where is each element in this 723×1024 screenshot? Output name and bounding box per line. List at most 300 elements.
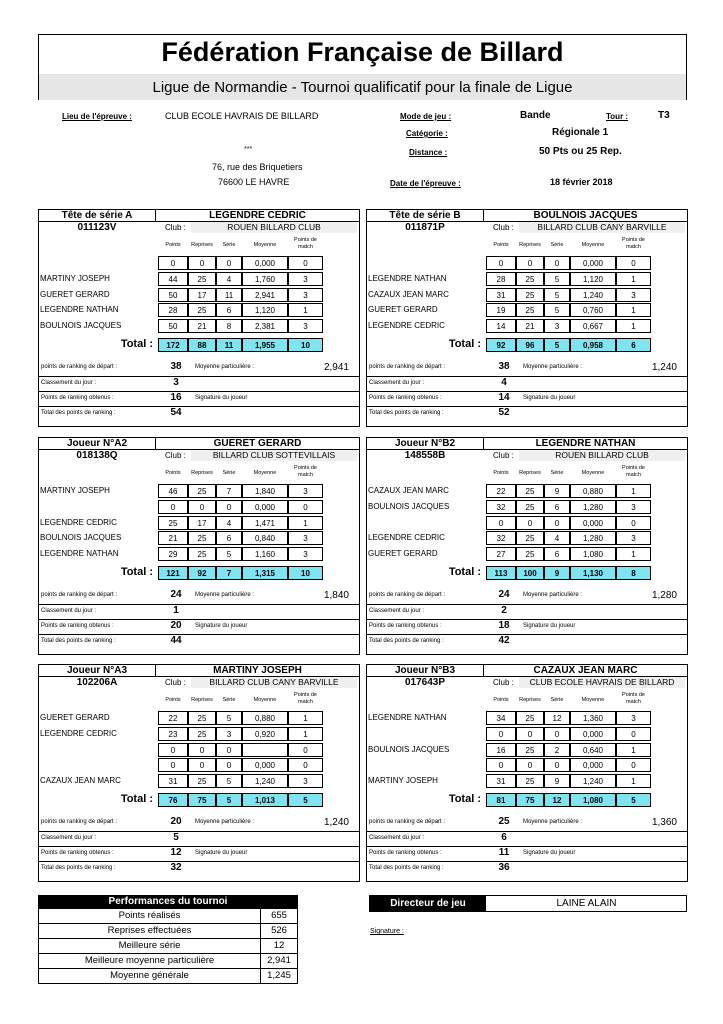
total-cell: 8 [616, 566, 651, 580]
rank-total-label: Total des points de ranking : [41, 865, 116, 871]
score-cell: 0 [216, 743, 242, 757]
classement-value: 5 [173, 832, 179, 843]
directeur-name: LAINE ALAIN [556, 898, 617, 909]
rank-start-label: points de ranking de départ : [41, 364, 118, 370]
player-panel [366, 664, 688, 882]
score-cell: 46 [158, 484, 188, 498]
reprises-col-header: Reprises [191, 470, 213, 476]
club-label: Club : [493, 678, 514, 687]
score-cell: 25 [188, 711, 216, 725]
player-role: Tête de série A [39, 210, 156, 221]
score-cell: 22 [486, 484, 516, 498]
rank-obtained-label: Points de ranking obtenus : [369, 623, 442, 629]
address-city: 76600 LE HAVRE [218, 177, 290, 187]
score-cell: 44 [158, 272, 188, 286]
score-cell: 0 [158, 500, 188, 514]
rank-total-label: Total des points de ranking : [369, 638, 444, 644]
rank-obtained-value: 20 [170, 620, 182, 631]
score-cell: 5 [216, 547, 242, 561]
score-cell: 1,240 [242, 774, 288, 788]
reprises-col-header: Reprises [519, 242, 541, 248]
classement-value: 2 [501, 605, 507, 616]
mode-label: Mode de jeu : [400, 112, 452, 121]
classement-value: 6 [501, 832, 507, 843]
signature-joueur-label: Signature du joueur [523, 850, 576, 856]
score-cell: 0 [158, 743, 188, 757]
score-cell: 3 [288, 319, 323, 333]
score-cell: 0,000 [570, 516, 616, 530]
opponent-name: LEGENDRE NATHAN [368, 274, 447, 283]
club-label: Club : [493, 223, 514, 232]
player-club: CLUB ECOLE HAVRAIS DE BILLARD [519, 677, 685, 688]
categorie-value: Régionale 1 [552, 127, 609, 138]
total-label: Total : [448, 338, 481, 350]
rank-total-value: 54 [170, 407, 182, 418]
opponent-name: LEGENDRE CEDRIC [368, 321, 445, 330]
moyenne-particuliere-label: Moyenne particulière : [523, 592, 583, 598]
rank-start-label: points de ranking de départ : [41, 819, 118, 825]
moyenne-col-header: Moyenne [253, 470, 277, 476]
player-panel [366, 437, 688, 655]
total-cell: 5 [544, 338, 570, 352]
moyenne-col-header: Moyenne [581, 242, 605, 248]
score-cell: 21 [158, 531, 188, 545]
total-cell: 6 [616, 338, 651, 352]
player-licence: 017643P [404, 677, 446, 688]
score-cell: 7 [216, 484, 242, 498]
separator-line [39, 634, 359, 635]
classement-value: 1 [173, 605, 179, 616]
score-cell: 0 [158, 758, 188, 772]
moyenne-col-header: Moyenne [581, 470, 605, 476]
score-cell: 1 [616, 547, 651, 561]
performance-row [38, 924, 298, 939]
score-cell: 50 [158, 319, 188, 333]
club-label: Club : [493, 451, 514, 460]
classement-label: Classement du jour : [369, 835, 425, 841]
separator-line [367, 831, 687, 832]
score-cell: 1 [288, 516, 323, 530]
separator-line [367, 619, 687, 620]
distance-value: 50 Pts ou 25 Rep. [539, 146, 622, 157]
score-cell: 0,920 [242, 727, 288, 741]
score-cell: 25 [516, 303, 544, 317]
points-col-header: Points [165, 242, 181, 248]
total-cell: 5 [288, 793, 323, 807]
points-match-header-line1: Points de [622, 237, 645, 243]
score-cell: 9 [544, 774, 570, 788]
score-cell: 0 [516, 516, 544, 530]
rank-obtained-label: Points de ranking obtenus : [41, 850, 114, 856]
separator-line [39, 846, 359, 847]
score-cell: 1 [616, 774, 651, 788]
total-cell: 75 [188, 793, 216, 807]
points-match-header-line1: Points de [294, 465, 317, 471]
separator-line [367, 604, 687, 605]
points-match-col-header [288, 237, 323, 251]
score-cell: 4 [544, 531, 570, 545]
moyenne-particuliere-label: Moyenne particulière : [195, 364, 255, 370]
serie-col-header: Série [550, 242, 564, 248]
score-cell: 1 [616, 484, 651, 498]
score-cell: 5 [544, 303, 570, 317]
rank-total-value: 52 [498, 407, 510, 418]
score-cell: 0 [516, 256, 544, 270]
score-cell: 4 [216, 272, 242, 286]
score-cell: 0 [544, 256, 570, 270]
opponent-name [40, 743, 154, 757]
score-cell: 23 [158, 727, 188, 741]
score-cell: 1,280 [570, 500, 616, 514]
performance-value: 655 [271, 910, 287, 921]
rank-obtained-value: 14 [498, 392, 510, 403]
score-cell: 31 [486, 288, 516, 302]
points-col-header: Points [165, 470, 181, 476]
total-cell: 1,130 [570, 566, 616, 580]
address-stars: *** [244, 146, 253, 153]
score-cell: 3 [288, 288, 323, 302]
score-cell: 1,240 [570, 774, 616, 788]
score-cell: 1,360 [570, 711, 616, 725]
classement-label: Classement du jour : [369, 608, 425, 614]
points-match-col-header [288, 465, 323, 479]
separator-line [39, 604, 359, 605]
score-cell: 2 [544, 743, 570, 757]
score-cell: 25 [516, 774, 544, 788]
total-cell: 172 [158, 338, 188, 352]
score-cell: 6 [216, 531, 242, 545]
score-cell: 5 [544, 272, 570, 286]
federation-title: Fédération Française de Billard [161, 37, 564, 67]
points-match-header-line2: match [298, 472, 313, 478]
score-cell: 4 [216, 516, 242, 530]
rank-start-label: points de ranking de départ : [41, 592, 118, 598]
score-cell: 25 [516, 500, 544, 514]
score-cell: 5 [216, 774, 242, 788]
lieu-label: Lieu de l'épreuve : [62, 112, 132, 121]
total-cell: 1,080 [570, 793, 616, 807]
points-match-col-header [616, 465, 651, 479]
total-label: Total : [120, 793, 153, 805]
player-panel [366, 209, 688, 427]
reprises-col-header: Reprises [519, 470, 541, 476]
score-cell: 0,880 [570, 484, 616, 498]
total-cell: 0,958 [570, 338, 616, 352]
points-match-col-header [616, 237, 651, 251]
rank-total-value: 44 [170, 635, 182, 646]
total-cell: 11 [216, 338, 242, 352]
points-match-col-header [616, 692, 651, 706]
opponent-name: MARTINY JOSEPH [368, 776, 438, 785]
total-cell: 1,955 [242, 338, 288, 352]
score-cell: 1,120 [570, 272, 616, 286]
score-cell: 25 [516, 711, 544, 725]
score-cell: 1,240 [570, 288, 616, 302]
rank-obtained-label: Points de ranking obtenus : [41, 395, 114, 401]
score-cell: 1,471 [242, 516, 288, 530]
opponent-name: GUERET GERARD [368, 549, 438, 558]
score-cell: 0,000 [570, 727, 616, 741]
rank-start-value: 25 [498, 816, 510, 827]
score-cell: 1,160 [242, 547, 288, 561]
date-label: Date de l'épreuve : [390, 179, 461, 188]
score-cell: 3 [616, 500, 651, 514]
player-licence: 011123V [77, 222, 117, 233]
score-cell: 0 [188, 758, 216, 772]
player-panel [38, 209, 360, 427]
opponent-name: LEGENDRE NATHAN [368, 713, 447, 722]
player-role: Joueur N°A3 [39, 665, 156, 676]
distance-label: Distance : [409, 148, 448, 157]
total-cell: 9 [544, 566, 570, 580]
total-cell: 113 [486, 566, 516, 580]
signature-joueur-label: Signature du joueur [523, 395, 576, 401]
opponent-name: MARTINY JOSEPH [40, 274, 110, 283]
tournament-subtitle: Ligue de Normandie - Tournoi qualificatif pour la finale de Ligue [39, 74, 686, 100]
directeur-label: Directeur de jeu [370, 896, 486, 911]
moyenne-particuliere-value: 1,240 [323, 817, 349, 828]
score-cell: 6 [544, 547, 570, 561]
score-cell: 0 [216, 758, 242, 772]
moyenne-col-header: Moyenne [253, 697, 277, 703]
separator-line [39, 406, 359, 407]
score-cell: 25 [516, 484, 544, 498]
total-cell: 1,013 [242, 793, 288, 807]
total-cell: 100 [516, 566, 544, 580]
serie-col-header: Série [222, 242, 236, 248]
moyenne-particuliere-value: 1,360 [651, 817, 677, 828]
score-cell [242, 743, 288, 757]
rank-start-value: 38 [498, 361, 510, 372]
total-cell: 121 [158, 566, 188, 580]
date-value: 18 février 2018 [550, 177, 613, 187]
total-cell: 81 [486, 793, 516, 807]
total-cell: 75 [516, 793, 544, 807]
rank-obtained-value: 16 [170, 392, 182, 403]
score-cell: 1 [616, 319, 651, 333]
tour-value: T3 [658, 110, 670, 121]
separator-line [39, 391, 359, 392]
performance-value: 1,245 [267, 970, 291, 981]
lieu-value: CLUB ECOLE HAVRAIS DE BILLARD [165, 111, 319, 121]
opponent-name [368, 256, 482, 270]
score-cell: 0 [486, 758, 516, 772]
reprises-col-header: Reprises [191, 697, 213, 703]
rank-start-value: 38 [170, 361, 182, 372]
club-label: Club : [165, 223, 186, 232]
total-cell: 5 [616, 793, 651, 807]
opponent-name [40, 758, 154, 772]
total-cell: 10 [288, 338, 323, 352]
rank-total-value: 36 [498, 862, 510, 873]
score-cell: 0,667 [570, 319, 616, 333]
panel-header [39, 438, 359, 450]
score-cell: 3 [216, 727, 242, 741]
player-club: BILLARD CLUB SOTTEVILLAIS [191, 450, 357, 461]
score-cell: 0 [544, 516, 570, 530]
player-name: GUERET GERARD [213, 438, 302, 449]
score-cell: 1 [288, 303, 323, 317]
separator-line [367, 406, 687, 407]
total-cell: 1,315 [242, 566, 288, 580]
club-label: Club : [165, 451, 186, 460]
score-cell: 0,000 [242, 500, 288, 514]
performance-label: Reprises effectuées [39, 924, 261, 938]
score-cell: 3 [616, 711, 651, 725]
score-cell: 0 [486, 516, 516, 530]
total-cell: 5 [216, 793, 242, 807]
rank-start-label: points de ranking de départ : [369, 592, 446, 598]
rank-start-value: 20 [170, 816, 182, 827]
score-cell: 0 [486, 727, 516, 741]
performance-label: Meilleure série [39, 939, 261, 953]
mode-value: Bande [520, 110, 551, 121]
score-cell: 25 [188, 272, 216, 286]
score-cell: 25 [188, 531, 216, 545]
score-cell: 16 [486, 743, 516, 757]
player-licence: 018138Q [76, 450, 118, 461]
player-name: BOULNOIS JACQUES [533, 210, 638, 221]
player-role: Joueur N°A2 [39, 438, 156, 449]
score-cell: 0 [188, 500, 216, 514]
score-cell: 0,000 [242, 256, 288, 270]
classement-value: 3 [173, 377, 179, 388]
opponent-name [368, 727, 482, 741]
points-match-header-line1: Points de [622, 692, 645, 698]
separator-line [367, 846, 687, 847]
player-club: BILLARD CLUB CANY BARVILLE [519, 222, 685, 233]
performance-value: 2,941 [267, 955, 291, 966]
classement-label: Classement du jour : [41, 835, 97, 841]
separator-line [39, 831, 359, 832]
performance-value: 526 [271, 925, 287, 936]
score-cell: 1,280 [570, 531, 616, 545]
moyenne-particuliere-value: 1,280 [651, 590, 677, 601]
total-cell: 96 [516, 338, 544, 352]
moyenne-particuliere-value: 1,240 [651, 362, 677, 373]
score-cell: 3 [288, 547, 323, 561]
performance-row [38, 909, 298, 924]
score-cell: 25 [188, 484, 216, 498]
total-cell: 92 [188, 566, 216, 580]
score-cell: 0,640 [570, 743, 616, 757]
score-cell: 3 [616, 288, 651, 302]
classement-label: Classement du jour : [369, 380, 425, 386]
total-label: Total : [120, 566, 153, 578]
rank-obtained-label: Points de ranking obtenus : [369, 395, 442, 401]
score-cell: 0 [516, 758, 544, 772]
score-cell: 25 [516, 547, 544, 561]
opponent-name: BOULNOIS JACQUES [40, 321, 122, 330]
separator-line [367, 861, 687, 862]
player-licence: 102206A [76, 677, 118, 688]
performance-label: Points réalisés [39, 909, 261, 923]
score-cell: 25 [516, 272, 544, 286]
moyenne-particuliere-value: 2,941 [323, 362, 349, 373]
points-match-header-line2: match [298, 699, 313, 705]
separator-line [367, 376, 687, 377]
opponent-name: BOULNOIS JACQUES [368, 745, 450, 754]
score-cell: 12 [544, 711, 570, 725]
points-col-header: Points [493, 470, 509, 476]
score-cell: 0 [616, 758, 651, 772]
rank-obtained-value: 11 [498, 847, 510, 858]
player-role: Tête de série B [367, 210, 484, 221]
score-cell: 25 [188, 547, 216, 561]
player-club: BILLARD CLUB CANY BARVILLE [191, 677, 357, 688]
score-cell: 0 [216, 500, 242, 514]
rank-start-value: 24 [170, 589, 182, 600]
score-cell: 5 [216, 711, 242, 725]
player-role: Joueur N°B3 [367, 665, 484, 676]
signature-joueur-label: Signature du joueur [523, 623, 576, 629]
score-cell: 50 [158, 288, 188, 302]
score-cell: 1,840 [242, 484, 288, 498]
score-cell: 19 [486, 303, 516, 317]
total-cell: 76 [158, 793, 188, 807]
score-cell: 1 [288, 727, 323, 741]
opponent-name [40, 256, 154, 270]
opponent-name: LEGENDRE CEDRIC [368, 533, 445, 542]
score-cell: 25 [158, 516, 188, 530]
points-match-header-line2: match [626, 699, 641, 705]
total-label: Total : [448, 793, 481, 805]
score-cell: 0 [188, 256, 216, 270]
total-cell: 10 [288, 566, 323, 580]
panel-header [39, 210, 359, 222]
signature-joueur-label: Signature du joueur [195, 623, 248, 629]
separator-line [367, 634, 687, 635]
score-cell: 14 [486, 319, 516, 333]
points-match-header-line1: Points de [622, 465, 645, 471]
opponent-name: CAZAUX JEAN MARC [40, 776, 121, 785]
score-cell: 0,000 [242, 758, 288, 772]
score-cell: 3 [288, 484, 323, 498]
separator-line [39, 376, 359, 377]
score-cell: 25 [188, 727, 216, 741]
performance-row [38, 954, 298, 969]
classement-value: 4 [501, 377, 507, 388]
rank-start-value: 24 [498, 589, 510, 600]
rank-total-label: Total des points de ranking : [369, 410, 444, 416]
player-name: LEGENDRE CEDRIC [209, 210, 306, 221]
separator-line [39, 619, 359, 620]
points-col-header: Points [165, 697, 181, 703]
score-cell: 0 [486, 256, 516, 270]
score-cell: 5 [544, 288, 570, 302]
score-cell: 0 [158, 256, 188, 270]
rank-start-label: points de ranking de départ : [369, 819, 446, 825]
rank-total-value: 42 [498, 635, 510, 646]
moyenne-particuliere-label: Moyenne particulière : [523, 364, 583, 370]
score-cell: 31 [158, 774, 188, 788]
score-cell: 3 [288, 531, 323, 545]
score-cell: 32 [486, 500, 516, 514]
classement-label: Classement du jour : [41, 380, 97, 386]
score-cell: 17 [188, 288, 216, 302]
moyenne-particuliere-value: 1,840 [323, 590, 349, 601]
separator-line [367, 391, 687, 392]
score-cell: 1,760 [242, 272, 288, 286]
rank-total-label: Total des points de ranking : [369, 865, 444, 871]
moyenne-col-header: Moyenne [253, 242, 277, 248]
score-cell: 0,840 [242, 531, 288, 545]
rank-obtained-label: Points de ranking obtenus : [369, 850, 442, 856]
performance-label: Moyenne générale [39, 969, 261, 983]
player-name: CAZAUX JEAN MARC [533, 665, 638, 676]
score-cell: 0,000 [570, 256, 616, 270]
score-cell: 21 [188, 319, 216, 333]
